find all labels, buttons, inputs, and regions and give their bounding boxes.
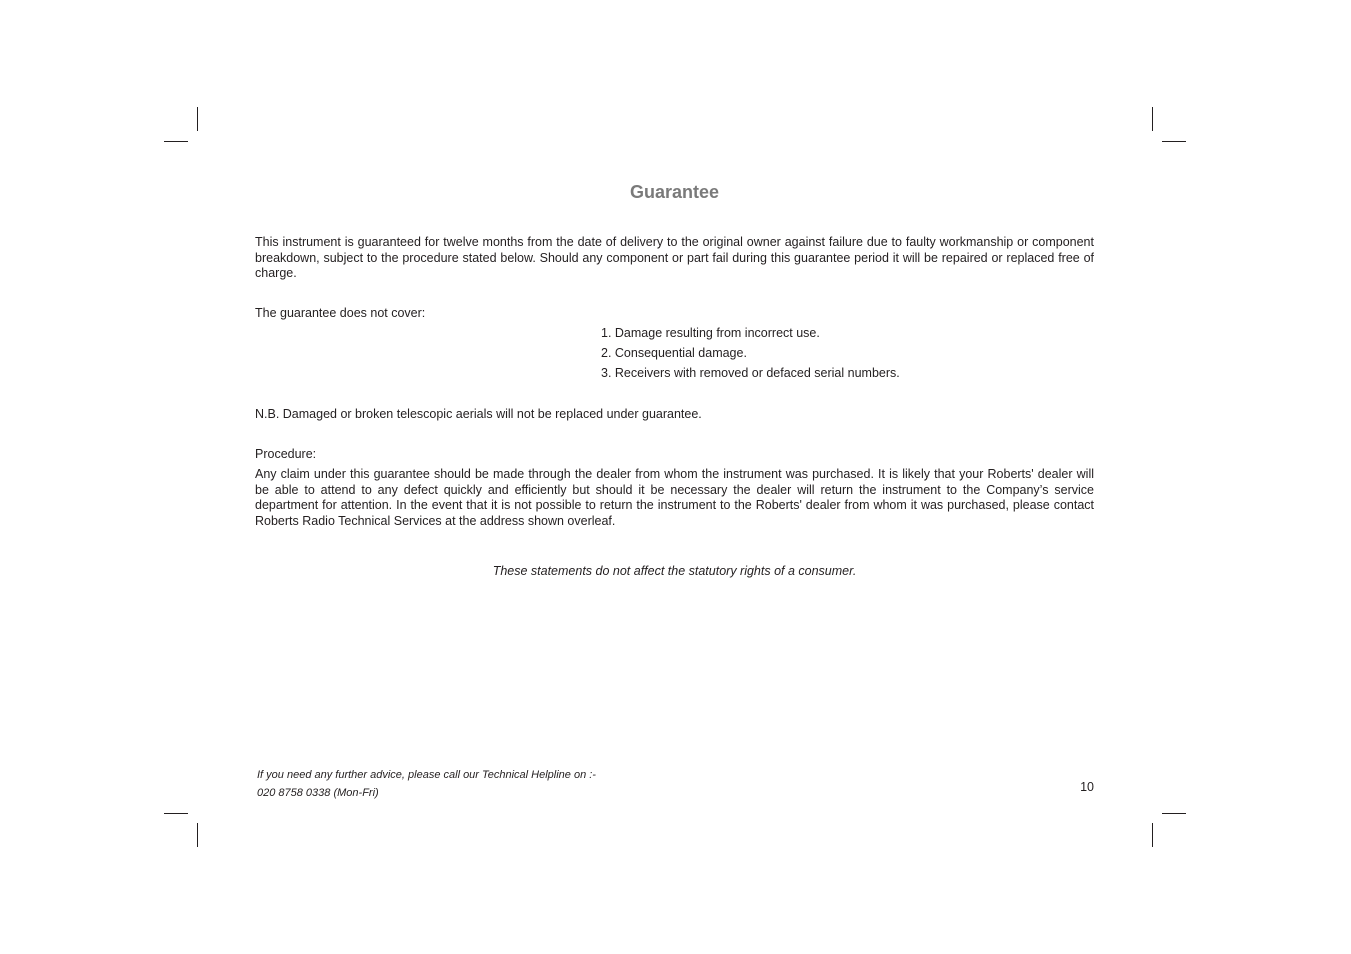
crop-mark-top-right-horizontal <box>1162 141 1186 142</box>
crop-mark-bottom-right-horizontal <box>1162 813 1186 814</box>
crop-mark-top-left-vertical <box>197 107 198 131</box>
procedure-paragraph: Any claim under this guarantee should be made through the dealer from whom the instrument was purchased. It is likely that your Roberts' dealer will be able to attend to any defect quickly and efficiently but should it be necessary the dealer will return the instrument to the Company’s service department for attention. In the event that it is not possible to return the instrument to the Roberts' dealer from whom it was purchased, please contact Roberts Radio Technical Services at the address shown overleaf. <box>255 467 1094 528</box>
crop-mark-bottom-left-vertical <box>197 823 198 847</box>
page-number: 10 <box>1080 780 1094 794</box>
crop-mark-top-left-horizontal <box>164 141 188 142</box>
list-item: 1. Damage resulting from incorrect use. <box>601 326 820 340</box>
intro-paragraph: This instrument is guaranteed for twelve months from the date of delivery to the original owner against failure due to faulty workmanship or component breakdown, subject to the procedure stated below. Should any component or part fail during this guarantee period it will be repaired or replaced free of charge. <box>255 235 1094 280</box>
list-item: 2. Consequential damage. <box>601 346 747 360</box>
helpline-text: If you need any further advice, please call our Technical Helpline on :- <box>257 769 596 781</box>
crop-mark-bottom-right-vertical <box>1152 823 1153 847</box>
procedure-label: Procedure: <box>255 447 317 461</box>
list-item: 3. Receivers with removed or defaced serial numbers. <box>601 366 900 380</box>
helpline-number: 020 8758 0338 (Mon-Fri) <box>257 787 379 799</box>
crop-mark-top-right-vertical <box>1152 107 1153 131</box>
not-covered-label: The guarantee does not cover: <box>255 306 426 320</box>
crop-mark-bottom-left-horizontal <box>164 813 188 814</box>
statutory-statement: These statements do not affect the statutory rights of a consumer. <box>492 564 857 578</box>
page-title: Guarantee <box>629 182 720 202</box>
exclusions-list <box>601 325 900 385</box>
nb-note: N.B. Damaged or broken telescopic aerials will not be replaced under guarantee. <box>255 407 702 421</box>
